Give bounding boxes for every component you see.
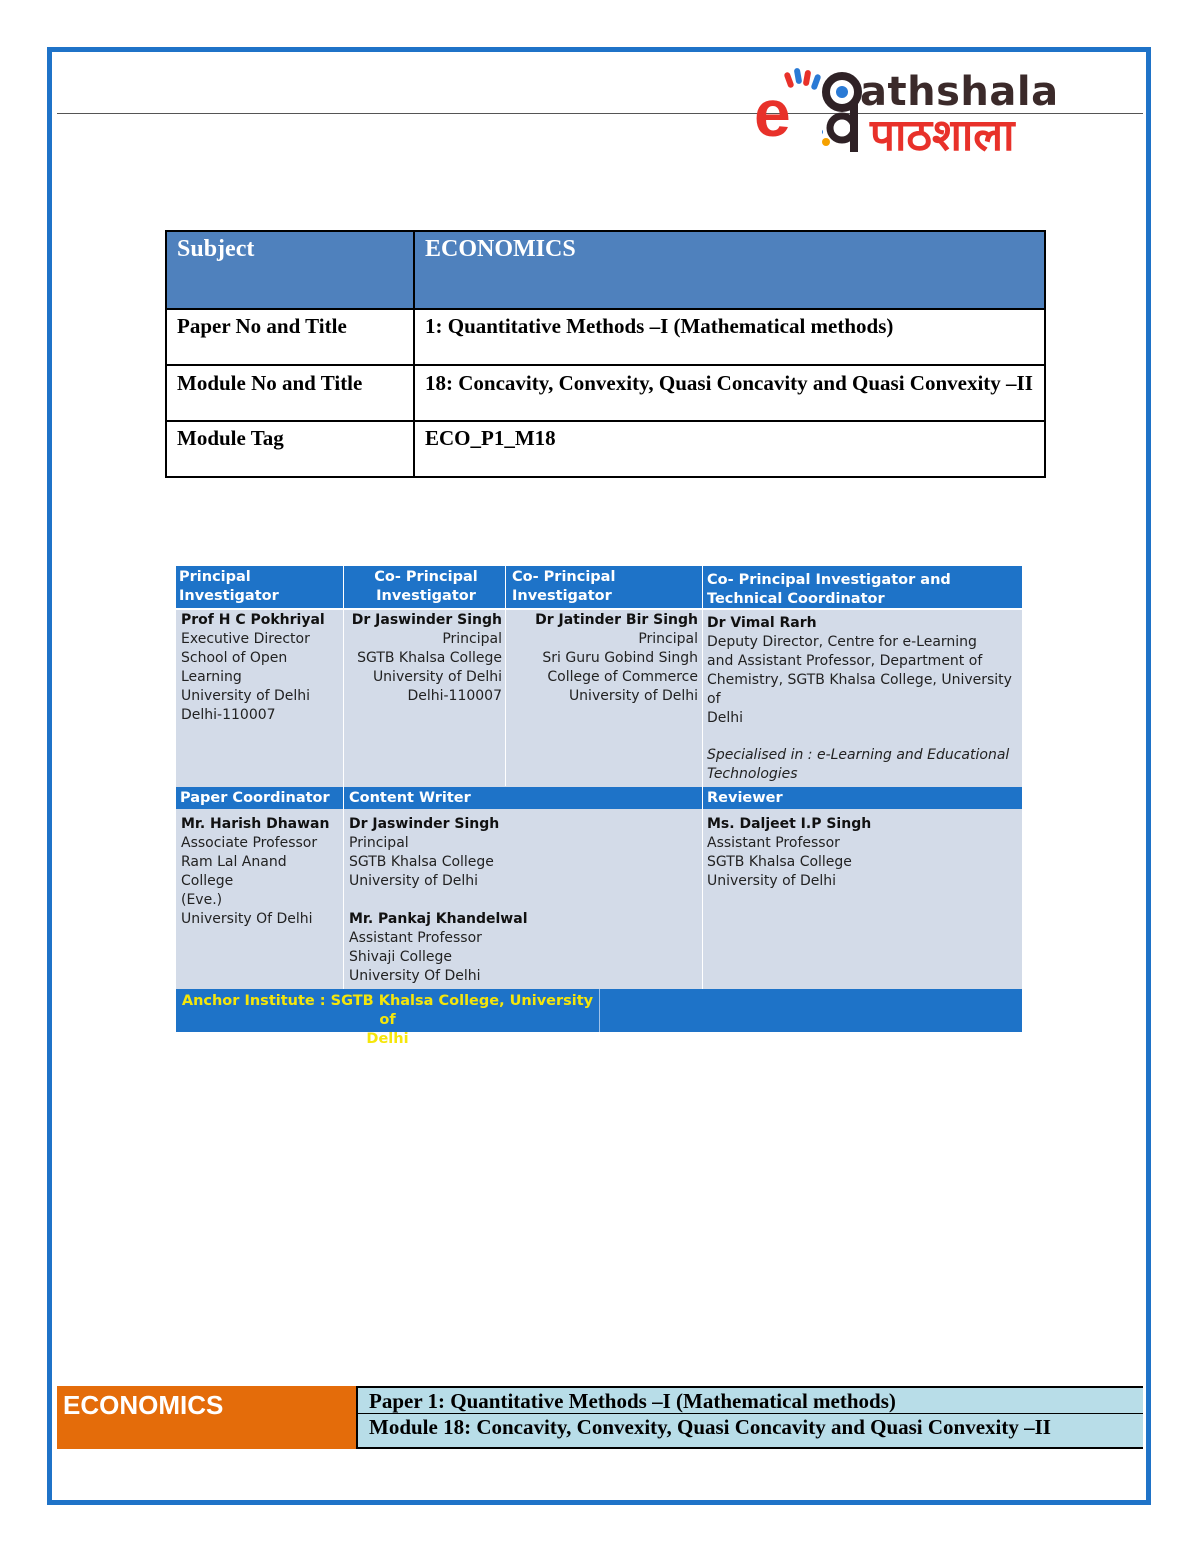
subject-value: ECONOMICS [414,231,1045,309]
anchor-institute-text [176,992,599,1049]
content-writer-line: SGTB Khalsa College [349,854,494,870]
co-pi-1-line: University of Delhi [372,669,502,685]
column-divider [343,787,344,809]
table-row [166,365,1045,421]
co-pi-technical-name: Dr Vimal Rarh [707,615,817,631]
credits-panel [176,566,1022,1047]
co-pi-2-line: Principal [638,631,698,647]
logo-e-letter: e [754,76,791,150]
content-writer-name: Mr. Pankaj Khandelwal [349,911,528,927]
anchor-line: Delhi [366,1031,409,1047]
paper-coordinator-name: Mr. Harish Dhawan [181,816,330,832]
reviewer-cell [707,815,1007,891]
header-paper-coordinator: Paper Coordinator [180,790,330,806]
pi-name: Prof H C Pokhriyal [181,612,325,628]
pi-line: Delhi-110007 [181,707,276,723]
co-pi-technical-line: and Assistant Professor, Department of [707,653,983,669]
footer-module-block [357,1414,1143,1449]
content-writer-line: Principal [349,835,409,851]
footer-subject: ECONOMICS [63,1390,224,1420]
specialisation-line: Technologies [707,766,798,782]
subject-table [165,230,1046,478]
content-writer-cell [349,815,689,986]
footer-paper: Paper 1: Quantitative Methods –I (Mathematical methods) [369,1389,896,1413]
footer-divider [356,1386,358,1449]
row-divider [176,608,1022,610]
reviewer-line: University of Delhi [707,873,837,889]
pi-line: School of Open Learning [181,650,288,685]
paper-coordinator-line: (Eve.) [181,892,223,908]
pi-line: University of Delhi [181,688,311,704]
header-content-writer: Content Writer [349,790,471,806]
co-pi-2-line: Sri Guru Gobind Singh [542,650,698,666]
table-row [166,421,1045,477]
reviewer-line: SGTB Khalsa College [707,854,852,870]
module-tag-label: Module Tag [166,421,414,477]
header-principal-investigator: Principal Investigator [179,568,339,606]
content-writer-line: Assistant Professor [349,930,482,946]
co-pi-1-line: Principal [442,631,502,647]
logo-latin-text: athshala [860,69,1059,115]
column-divider [702,566,703,989]
logo-hindi-text: पाठशाला [870,110,1015,161]
co-pi-technical-line: Deputy Director, Centre for e-Learning [707,634,977,650]
column-divider [702,787,703,809]
column-divider [505,566,506,786]
table-row [166,309,1045,365]
header-reviewer: Reviewer [707,790,783,806]
footer-subject-block [57,1386,356,1449]
module-tag-value: ECO_P1_M18 [414,421,1045,477]
paper-coordinator-line: University Of Delhi [181,911,313,927]
content-writer-name: Dr Jaswinder Singh [349,816,500,832]
content-writer-line: Shivaji College [349,949,452,965]
paper-coordinator-line: Associate Professor [181,835,318,851]
co-pi-2-line: College of Commerce [547,669,698,685]
footer-paper-block [357,1386,1143,1414]
specialisation-line: Specialised in : e-Learning and Educational [707,747,1010,763]
footer-module: Module 18: Concavity, Convexity, Quasi Concavity and Quasi Convexity –II [369,1415,1051,1439]
header-co-pi-1: Co- Principal Investigator [374,569,478,604]
co-pi-1-cell [346,611,502,706]
co-pi-1-line: SGTB Khalsa College [357,650,502,666]
content-writer-line: University of Delhi [349,873,479,889]
logo-p-mark [822,70,862,160]
anchor-divider [599,989,600,1032]
co-pi-1-name: Dr Jaswinder Singh [351,612,502,628]
header-co-pi-technical: Co- Principal Investigator and Technical Coordinator [707,572,951,607]
header-co-pi-2: Co- Principal Investigator [512,569,616,604]
co-pi-2-name: Dr Jatinder Bir Singh [535,612,698,628]
subject-label: Subject [166,231,414,309]
module-value: 18: Concavity, Convexity, Quasi Concavity and Quasi Convexity –II [414,365,1045,421]
co-pi-2-line: University of Delhi [568,688,698,704]
logo-figures-icon [786,66,826,88]
pi-line: Executive Director [181,631,310,647]
co-pi-1-line: Delhi-110007 [407,688,502,704]
co-pi-technical-cell [707,614,1019,784]
paper-coordinator-line: Ram Lal Anand College [181,854,287,889]
anchor-line: Anchor Institute : SGTB Khalsa College, University of [181,993,594,1028]
epathshala-logo [752,62,1102,172]
co-pi-2-cell [508,611,698,706]
table-row [166,231,1045,309]
paper-label: Paper No and Title [166,309,414,365]
reviewer-name: Ms. Daljeet I.P Singh [707,816,872,832]
co-pi-technical-line: Delhi [707,710,744,726]
content-writer-line: University Of Delhi [349,968,481,984]
column-divider [343,566,344,989]
module-label: Module No and Title [166,365,414,421]
paper-coordinator-cell [181,815,341,929]
co-pi-technical-line: Chemistry, SGTB Khalsa College, University of [707,672,1012,707]
reviewer-line: Assistant Professor [707,835,840,851]
pi-cell [181,611,341,725]
paper-value: 1: Quantitative Methods –I (Mathematical methods) [414,309,1045,365]
